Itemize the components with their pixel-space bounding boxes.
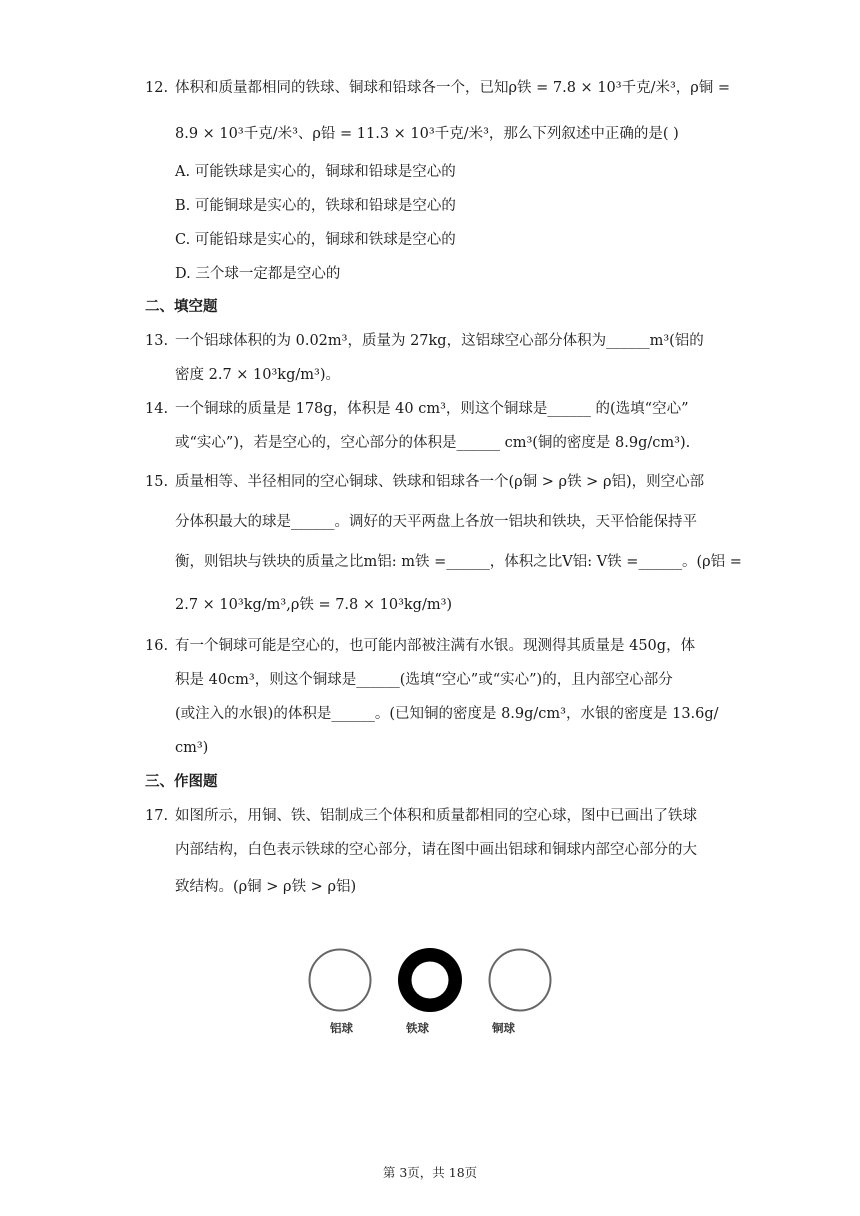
question-15-line-4: 2.7 × 10³kg/m³,ρ铁 = 7.8 × 10³kg/m³) [175,597,453,613]
copper-ball [490,950,551,1011]
section-heading-fill-in: 二、填空题 [145,299,218,315]
question-16-line-4: cm³) [175,740,209,756]
question-16-line-1: 有一个铜球可能是空心的，也可能内部被注满有水银。现测得其质量是 450g，体 [175,638,696,654]
page-footer: 第 3页，共 18页 [382,1165,478,1180]
question-12-option-a: A. 可能铁球是实心的，铜球和铅球是空心的 [175,164,456,180]
question-15-line-1: 质量相等、半径相同的空心铜球、铁球和铝球各一个(ρ铜 > ρ铁 > ρ铝)，则空心部 [175,474,705,490]
question-12-option-b: B. 可能铜球是实心的，铁球和铅球是空心的 [175,198,456,214]
question-12-option-d: D. 三个球一定都是空心的 [175,266,341,282]
question-12-line-1: 体积和质量都相同的铁球、铜球和铅球各一个，已知ρ铁 = 7.8 × 10³千克/米³，ρ铜 = [175,80,731,96]
question-15-line-2: 分体积最大的球是______。调好的天平两盘上各放一铝块和铁块，天平恰能保持平 [175,514,697,530]
question-15-number: 15. [145,474,169,490]
iron-ball-label: 铁球 [406,1021,429,1035]
question-13-line-2: 密度 2.7 × 10³kg/m³)。 [175,367,340,383]
question-17-line-2: 内部结构，白色表示铁球的空心部分，请在图中画出铝球和铜球内部空心部分的大 [175,842,697,858]
question-12-number: 12. [145,80,169,96]
aluminum-ball-label: 铝球 [330,1021,353,1035]
question-17-number: 17. [145,808,169,824]
question-12-option-c: C. 可能铅球是实心的，铜球和铁球是空心的 [175,232,456,248]
question-13-number: 13. [145,333,169,349]
aluminum-ball [310,950,371,1011]
question-14-line-2: 或“实心”)，若是空心的，空心部分的体积是______ cm³(铜的密度是 8.9g/cm³). [175,435,691,451]
question-13-line-1: 一个铝球体积的为 0.02m³，质量为 27kg，这铝球空心部分体积为______m³(铝的 [175,333,704,349]
copper-ball-label: 铜球 [492,1021,515,1035]
question-16-line-3: (或注入的水银)的体积是______。(已知铜的密度是 8.9g/cm³，水银的密度是 13.6g/ [175,706,719,722]
question-16-number: 16. [145,638,169,654]
question-17-line-3: 致结构。(ρ铜 > ρ铁 > ρ铝) [175,879,357,895]
question-14-line-1: 一个铜球的质量是 178g，体积是 40 cm³，则这个铜球是______ 的(选填“空心” [175,401,689,417]
question-14-number: 14. [145,401,169,417]
section-heading-drawing: 三、作图题 [145,774,218,790]
question-15-line-3: 衡，则铝块与铁块的质量之比m铝: m铁 =______，体积之比V铝: V铁 =______。(ρ铝 = [175,554,742,570]
question-17-line-1: 如图所示，用铜、铁、铝制成三个体积和质量都相同的空心球，图中已画出了铁球 [175,808,697,824]
question-16-line-2: 积是 40cm³，则这个铜球是______(选填“空心”或“实心”)的，且内部空心部分 [175,672,673,688]
question-12-line-2: 8.9 × 10³千克/米³、ρ铅 = 11.3 × 10³千克/米³，那么下列叙述中正确的是( ) [175,126,679,142]
iron-ball-hollow [412,962,449,999]
